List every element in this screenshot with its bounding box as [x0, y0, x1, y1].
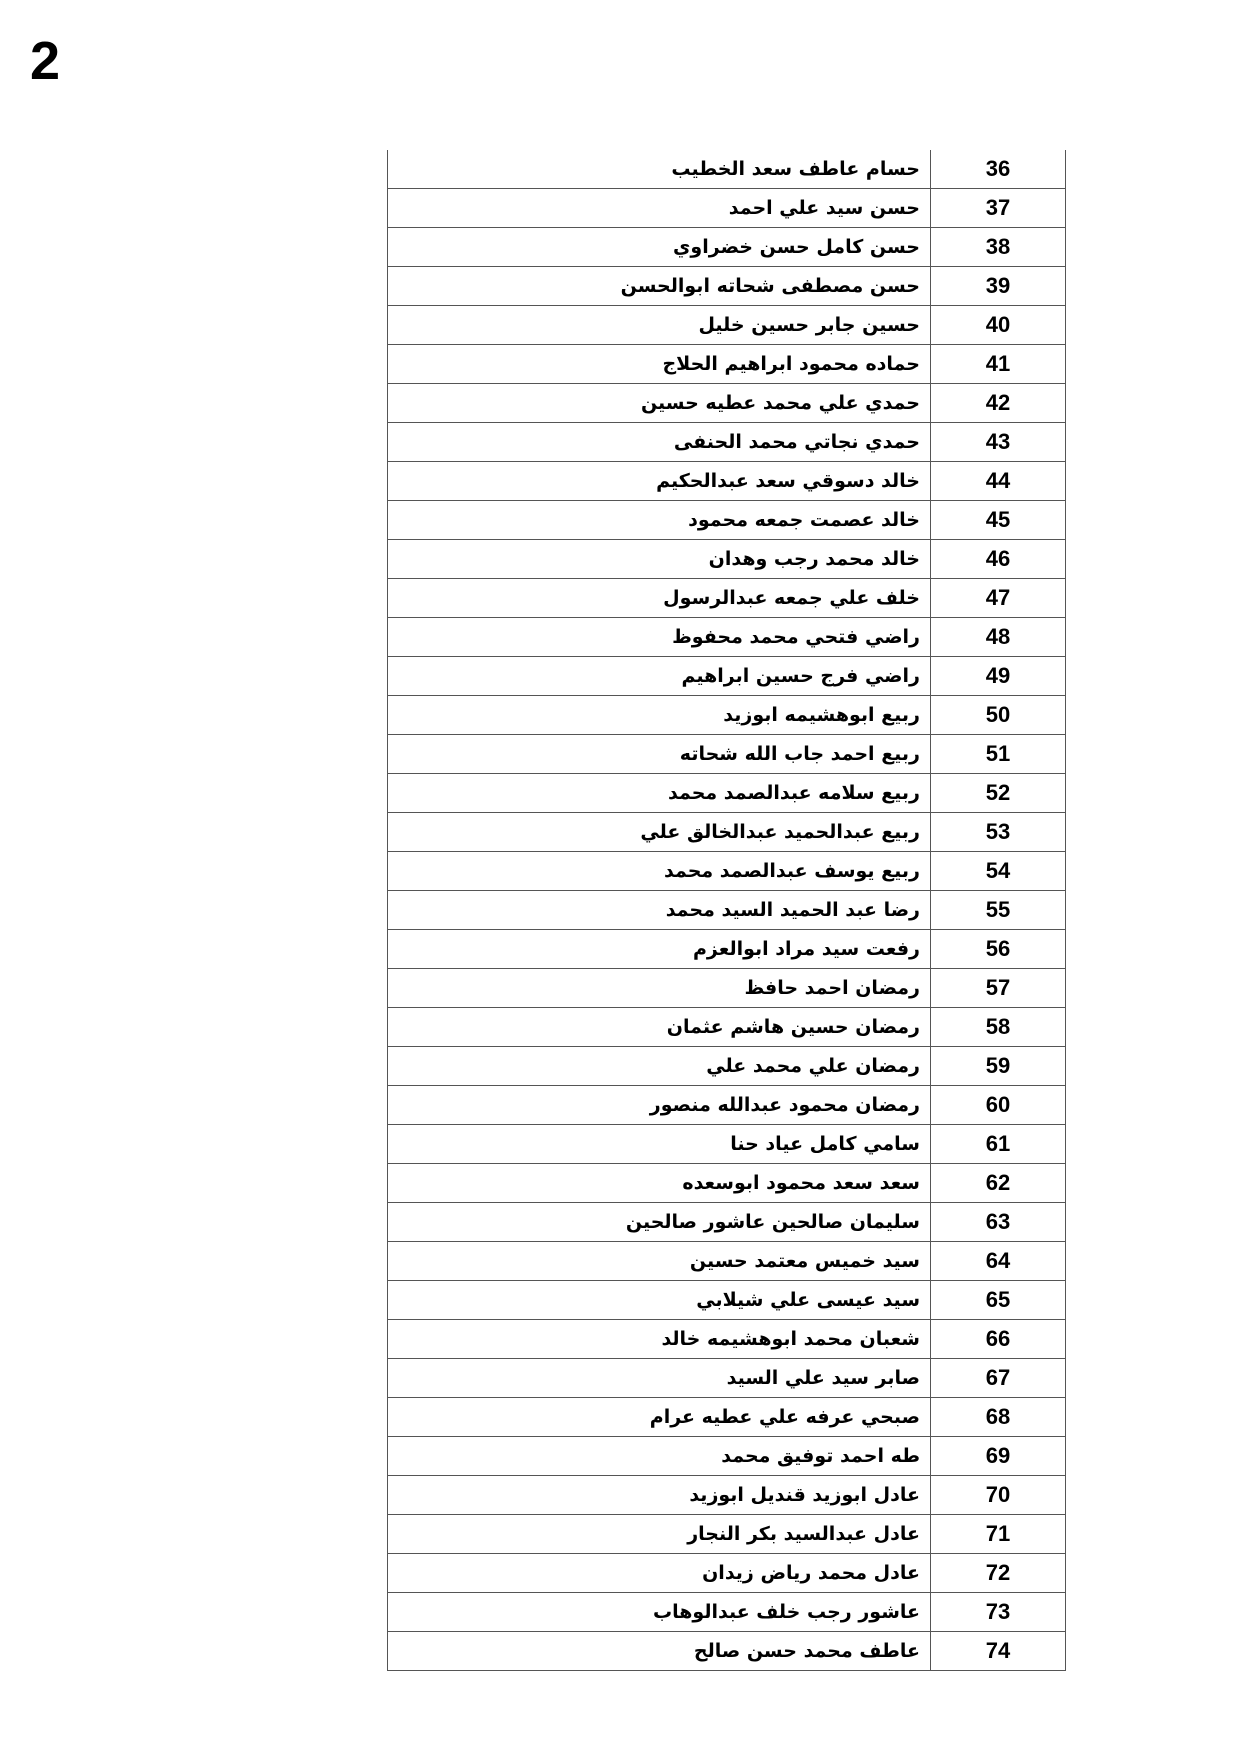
table-row [388, 1359, 1066, 1398]
table-row [388, 1008, 1066, 1047]
name-cell: سيد عيسى علي شيلابي [388, 1281, 931, 1320]
table-row [388, 774, 1066, 813]
table-row [388, 306, 1066, 345]
number-cell: 45 [931, 501, 1066, 540]
number-cell: 61 [931, 1125, 1066, 1164]
name-cell: حماده محمود ابراهيم الحلاج [388, 345, 931, 384]
number-cell: 59 [931, 1047, 1066, 1086]
number-cell: 40 [931, 306, 1066, 345]
number-cell: 60 [931, 1086, 1066, 1125]
table-row [388, 813, 1066, 852]
name-cell: حمدي نجاتي محمد الحنفى [388, 423, 931, 462]
table-row [388, 1086, 1066, 1125]
table-row [388, 1554, 1066, 1593]
name-cell: رمضان احمد حافظ [388, 969, 931, 1008]
table-row [388, 228, 1066, 267]
name-cell: رمضان علي محمد علي [388, 1047, 931, 1086]
number-cell: 63 [931, 1203, 1066, 1242]
name-cell: رفعت سيد مراد ابوالعزم [388, 930, 931, 969]
table-row [388, 1593, 1066, 1632]
name-cell: حسن سيد علي احمد [388, 189, 931, 228]
table-row [388, 735, 1066, 774]
number-cell: 68 [931, 1398, 1066, 1437]
name-cell: ربيع عبدالحميد عبدالخالق علي [388, 813, 931, 852]
name-cell: سامي كامل عياد حنا [388, 1125, 931, 1164]
table-row [388, 150, 1066, 189]
name-cell: حسن كامل حسن خضراوي [388, 228, 931, 267]
name-cell: صابر سيد علي السيد [388, 1359, 931, 1398]
table-row [388, 930, 1066, 969]
number-cell: 71 [931, 1515, 1066, 1554]
number-cell: 46 [931, 540, 1066, 579]
table-row [388, 1515, 1066, 1554]
name-cell: سليمان صالحين عاشور صالحين [388, 1203, 931, 1242]
name-cell: خلف علي جمعه عبدالرسول [388, 579, 931, 618]
table-row [388, 1632, 1066, 1671]
table-row [388, 852, 1066, 891]
number-cell: 48 [931, 618, 1066, 657]
name-cell: حسام عاطف سعد الخطيب [388, 150, 931, 189]
table-row [388, 579, 1066, 618]
table-row [388, 1125, 1066, 1164]
name-cell: خالد عصمت جمعه محمود [388, 501, 931, 540]
table-row [388, 1281, 1066, 1320]
name-cell: سعد سعد محمود ابوسعده [388, 1164, 931, 1203]
table-row [388, 1164, 1066, 1203]
number-cell: 67 [931, 1359, 1066, 1398]
name-cell: ربيع ابوهشيمه ابوزيد [388, 696, 931, 735]
name-cell: ربيع احمد جاب الله شحاته [388, 735, 931, 774]
name-cell: راضي فرج حسين ابراهيم [388, 657, 931, 696]
number-cell: 47 [931, 579, 1066, 618]
number-cell: 62 [931, 1164, 1066, 1203]
number-cell: 72 [931, 1554, 1066, 1593]
name-cell: شعبان محمد ابوهشيمه خالد [388, 1320, 931, 1359]
name-cell: خالد دسوقي سعد عبدالحكيم [388, 462, 931, 501]
table-row [388, 1242, 1066, 1281]
number-cell: 43 [931, 423, 1066, 462]
number-cell: 69 [931, 1437, 1066, 1476]
table-row [388, 345, 1066, 384]
name-cell: عاطف محمد حسن صالح [388, 1632, 931, 1671]
number-cell: 39 [931, 267, 1066, 306]
table-row [388, 384, 1066, 423]
name-cell: ربيع سلامه عبدالصمد محمد [388, 774, 931, 813]
name-cell: عادل محمد رياض زيدان [388, 1554, 931, 1593]
name-cell: عادل ابوزيد قنديل ابوزيد [388, 1476, 931, 1515]
number-cell: 56 [931, 930, 1066, 969]
table-row [388, 657, 1066, 696]
name-cell: طه احمد توفيق محمد [388, 1437, 931, 1476]
table-row [388, 501, 1066, 540]
number-cell: 52 [931, 774, 1066, 813]
number-cell: 53 [931, 813, 1066, 852]
number-cell: 38 [931, 228, 1066, 267]
number-cell: 73 [931, 1593, 1066, 1632]
name-cell: راضي فتحي محمد محفوظ [388, 618, 931, 657]
table-row [388, 540, 1066, 579]
table-row [388, 189, 1066, 228]
name-cell: ربيع يوسف عبدالصمد محمد [388, 852, 931, 891]
page-number: 2 [30, 31, 61, 91]
number-cell: 51 [931, 735, 1066, 774]
name-cell: خالد محمد رجب وهدان [388, 540, 931, 579]
number-cell: 55 [931, 891, 1066, 930]
table-row [388, 891, 1066, 930]
table-row [388, 462, 1066, 501]
number-cell: 41 [931, 345, 1066, 384]
number-cell: 50 [931, 696, 1066, 735]
number-cell: 70 [931, 1476, 1066, 1515]
name-cell: رضا عبد الحميد السيد محمد [388, 891, 931, 930]
table-row [388, 423, 1066, 462]
number-cell: 66 [931, 1320, 1066, 1359]
table-row [388, 1437, 1066, 1476]
name-cell: حسن مصطفى شحاته ابوالحسن [388, 267, 931, 306]
number-cell: 65 [931, 1281, 1066, 1320]
number-cell: 37 [931, 189, 1066, 228]
table-row [388, 1047, 1066, 1086]
roster-table [387, 150, 1066, 1671]
table-row [388, 618, 1066, 657]
table-row [388, 1203, 1066, 1242]
number-cell: 44 [931, 462, 1066, 501]
table-row [388, 1476, 1066, 1515]
number-cell: 64 [931, 1242, 1066, 1281]
table-row [388, 1398, 1066, 1437]
number-cell: 36 [931, 150, 1066, 189]
name-cell: صبحي عرفه علي عطيه عرام [388, 1398, 931, 1437]
number-cell: 42 [931, 384, 1066, 423]
name-cell: رمضان حسين هاشم عثمان [388, 1008, 931, 1047]
name-cell: حسين جابر حسين خليل [388, 306, 931, 345]
number-cell: 57 [931, 969, 1066, 1008]
name-cell: عادل عبدالسيد بكر النجار [388, 1515, 931, 1554]
name-cell: سيد خميس معتمد حسين [388, 1242, 931, 1281]
roster-table-body [388, 150, 1066, 1671]
number-cell: 54 [931, 852, 1066, 891]
name-cell: حمدي علي محمد عطيه حسين [388, 384, 931, 423]
table-row [388, 267, 1066, 306]
table-row [388, 969, 1066, 1008]
name-cell: عاشور رجب خلف عبدالوهاب [388, 1593, 931, 1632]
name-cell: رمضان محمود عبدالله منصور [388, 1086, 931, 1125]
number-cell: 58 [931, 1008, 1066, 1047]
table-row [388, 696, 1066, 735]
number-cell: 74 [931, 1632, 1066, 1671]
number-cell: 49 [931, 657, 1066, 696]
table-row [388, 1320, 1066, 1359]
